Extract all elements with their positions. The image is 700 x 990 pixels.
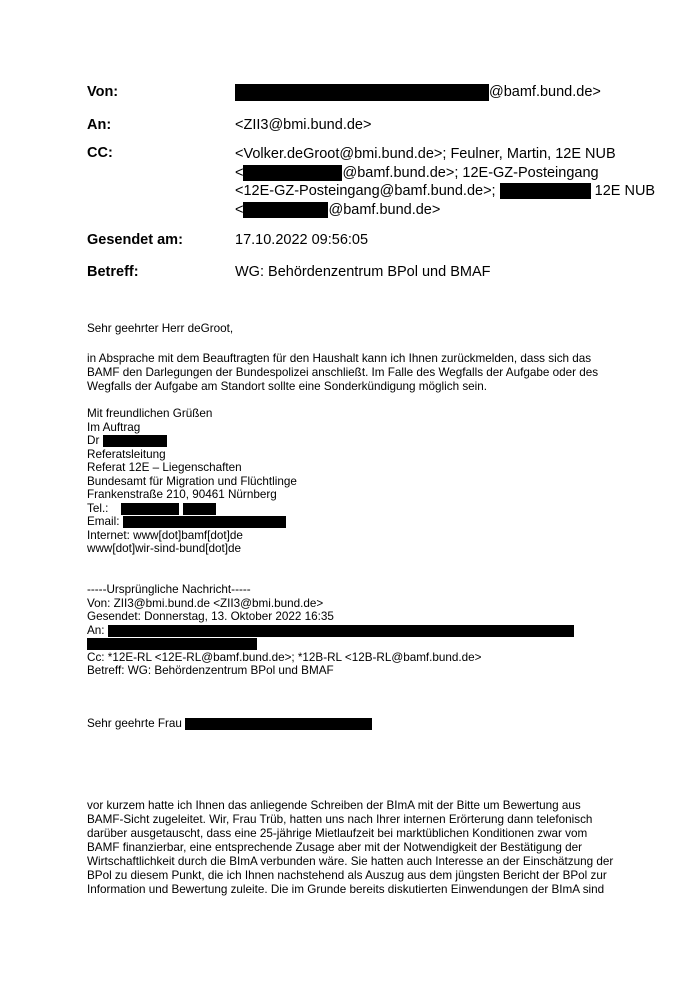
original-greeting: Sehr geehrte Frau (87, 717, 372, 731)
greeting: Sehr geehrter Herr deGroot, (87, 322, 234, 335)
redaction-block (87, 638, 257, 650)
redaction-block (243, 202, 328, 218)
an-value: <ZII3@bmi.bund.de> (235, 117, 372, 133)
gesendet-value: 17.10.2022 09:56:05 (235, 232, 369, 248)
redaction-block (183, 503, 216, 515)
redaction-block (235, 84, 489, 101)
von-value (235, 84, 601, 101)
cc-line-4: < @bamf.bund.de> (235, 201, 441, 218)
von-domain: @bamf.bund.de> (489, 84, 601, 100)
cc-line-2: < @bamf.bund.de>; 12E-GZ-Posteingang (235, 164, 599, 181)
separator: -----Ursprüngliche Nachricht----- (87, 583, 251, 596)
redaction-block (121, 503, 179, 515)
cc-line-1: <Volker.deGroot@bmi.bund.de>; Feulner, Martin, 12E NUB (235, 146, 616, 162)
original-paragraph: vor kurzem hatte ich Ihnen das anliegende Schreiben der BImA mit der Bitte um Bewertung aus BAMF-Sicht zugeleitet. Wir, Frau Trüb, hatten uns nach Ihrer internen Erörterung dann telefonisch darüber ausgetauscht, dass eine 25-jährige Mietlaufzeit bei marktüblichen Konditionen zwar vom BAMF finanzierbar, eine entsprechende Zusage aber mit der Notwendigkeit der Bestätigung der Wirtschaftlichkeit durch die BImA verbunden wäre. Sie hatten auch Interesse an der Einschätzung der BPol zu diesem Punkt, die ich Ihnen nachstehend als Auszug aus dem jüngsten Bericht der BPol zur Information und Bewertung zuleite. Die im Grunde bereits diskutierten Einwendungen der BImA sind (87, 799, 614, 896)
paragraph-1: in Absprache mit dem Beauftragten für den Haushalt kann ich Ihnen zurückmelden, dass sich das BAMF den Darlegungen der Bundespolizei anschließt. Im Falle des Wegfalls der Aufgabe oder des Wegfalls der Aufgabe am Standort sollte eine Sonderkündigung möglich sein. (87, 352, 599, 393)
betreff-value: WG: Behördenzentrum BPol und BMAF (235, 264, 491, 280)
cc-label: CC: (87, 145, 113, 161)
gesendet-label: Gesendet am: (87, 232, 183, 248)
redaction-block (185, 718, 372, 730)
cc-line-3: <12E-GZ-Posteingang@bamf.bund.de>; 12E NUB (235, 183, 656, 199)
an-label: An: (87, 117, 112, 133)
redaction-block (103, 435, 167, 447)
redaction-block (123, 516, 286, 528)
original-message-header: -----Ursprüngliche Nachricht----- Von: ZII3@bmi.bund.de <ZII3@bmi.bund.de> Gesendet: Donnerstag, 13. Oktober 2022 16:35 An: Cc: *12E-RL <12E-RL@bamf.bund.de>; *12B-RL <12B-RL@bamf.bund.de> Betreff: WG: Behördenzentrum BPol und BMAF (87, 583, 574, 678)
betreff-label: Betreff: (87, 264, 139, 280)
signature: Mit freundlichen Grüßen Im Auftrag Dr Referatsleitung Referat 12E – Liegenschaften Bundesamt für Migration und Flüchtlinge Frankenstraße 210, 90461 Nürnberg Tel.: Email: Internet: www[dot]bamf[dot]de www[dot]wir-sind-bund[dot]de (87, 407, 297, 555)
redaction-block (500, 183, 591, 199)
cc-value (235, 145, 655, 219)
redaction-block (243, 165, 342, 181)
von-label: Von: (87, 84, 119, 100)
redaction-block (108, 625, 574, 637)
